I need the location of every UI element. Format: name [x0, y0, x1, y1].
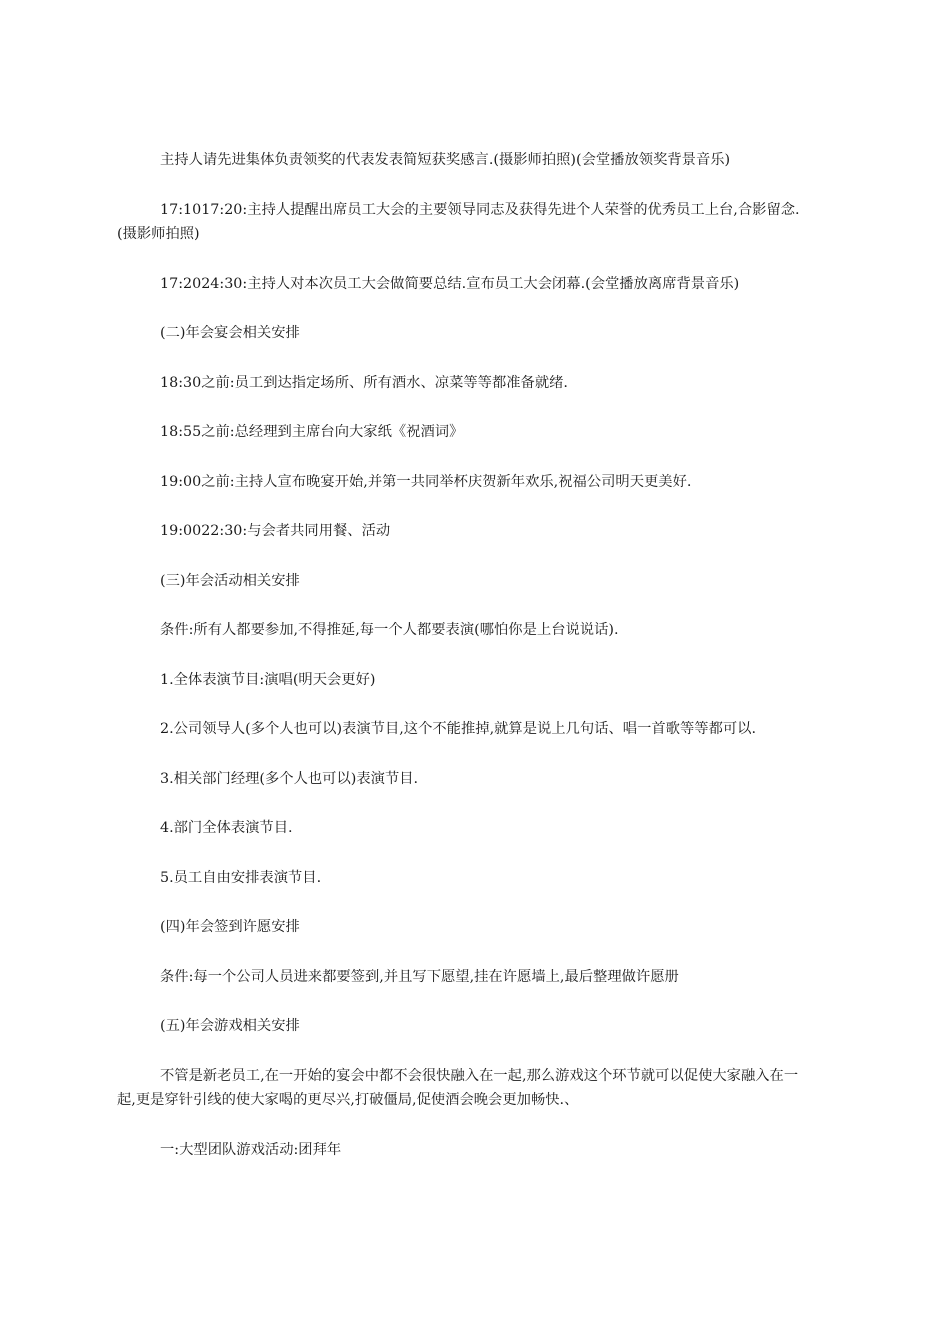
list-item-program-2: 2.公司领导人(多个人也可以)表演节目,这个不能推掉,就算是说上几句话、唱一首歌等等都可以.: [160, 721, 757, 737]
paragraph-group-photo: 17:1017:20:主持人提醒出席员工大会的主要领导同志及获得先进个人荣誉的优秀员工上台,合影留念.(摄影师拍照): [117, 201, 800, 242]
list-item-program-4: 4.部门全体表演节目.: [160, 820, 293, 836]
paragraph-games-intro: 不管是新老员工,在一开始的宴会中都不会很快融入在一起,那么游戏这个环节就可以促使大家融入在一起,更是穿针引线的使大家喝的更尽兴,打破僵局,促使酒会晚会更加畅快.、: [117, 1067, 799, 1108]
paragraph-banquet-1855: 18:55之前:总经理到主席台向大家纸《祝酒词》: [160, 424, 464, 440]
paragraph-signin-condition: 条件:每一个公司人员进来都要签到,并且写下愿望,挂在许愿墙上,最后整理做许愿册: [160, 968, 679, 985]
paragraph-activities-condition: 条件:所有人都要参加,不得推延,每一个人都要表演(哪怕你是上台说说话).: [160, 622, 619, 638]
paragraph-games-item-1: 一:大型团队游戏活动:团拜年: [160, 1141, 342, 1158]
list-item-program-3: 3.相关部门经理(多个人也可以)表演节目.: [160, 770, 419, 787]
paragraph-award-speech: 主持人请先进集体负责领奖的代表发表简短获奖感言.(摄影师拍照)(会堂播放领奖背景音乐): [160, 152, 731, 168]
section-heading-activities: (三)年会活动相关安排: [160, 572, 300, 589]
section-heading-signin: (四)年会签到许愿安排: [160, 919, 300, 935]
section-heading-banquet: (二)年会宴会相关安排: [160, 325, 300, 341]
paragraph-banquet-1900: 19:00之前:主持人宣布晚宴开始,并第一共同举杯庆贺新年欢乐,祝福公司明天更美好.: [160, 473, 692, 490]
list-item-program-1: 1.全体表演节目:演唱(明天会更好): [160, 671, 376, 688]
list-item-program-5: 5.员工自由安排表演节目.: [160, 869, 322, 886]
document-body: [117, 148, 807, 1187]
paragraph-banquet-dining: 19:0022:30:与会者共同用餐、活动: [160, 523, 391, 539]
paragraph-banquet-1830: 18:30之前:员工到达指定场所、所有酒水、凉菜等等都准备就绪.: [160, 374, 568, 391]
paragraph-closing: 17:2024:30:主持人对本次员工大会做简要总结.宣布员工大会闭幕.(会堂播放离席背景音乐): [160, 275, 740, 292]
section-heading-games: (五)年会游戏相关安排: [160, 1018, 300, 1034]
